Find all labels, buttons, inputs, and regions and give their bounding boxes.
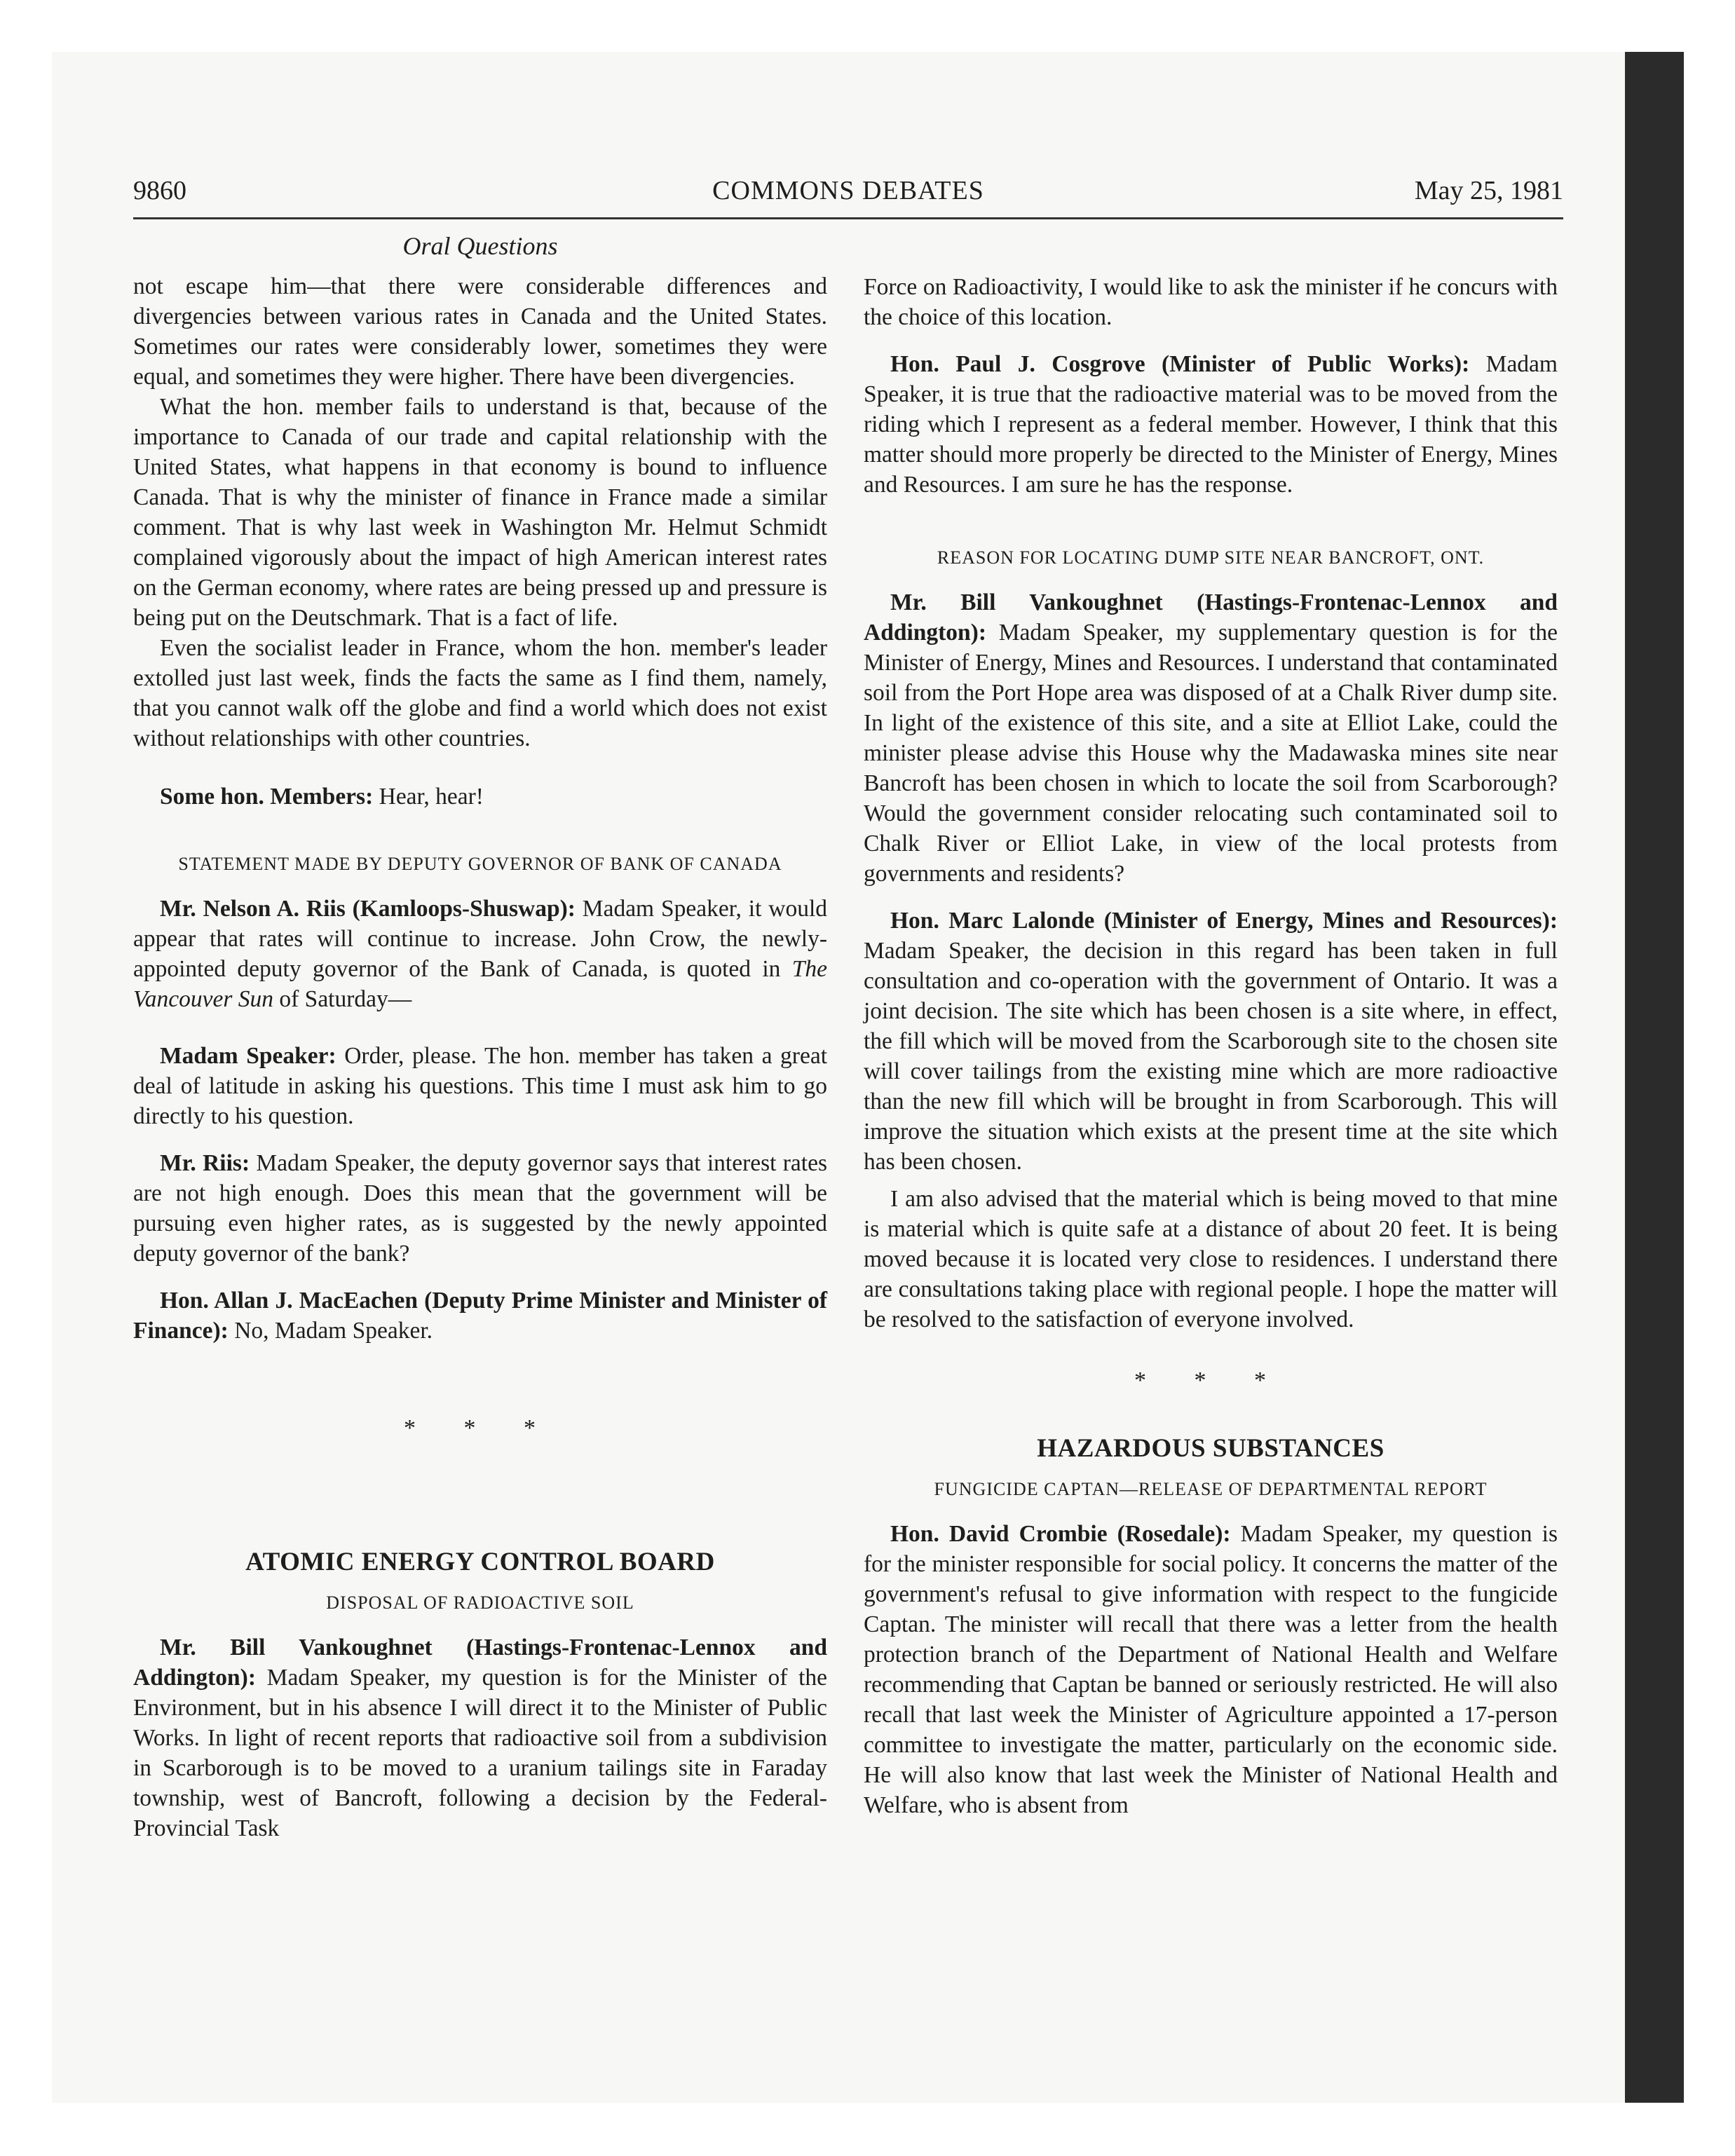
publication-title: COMMONS DEBATES bbox=[712, 176, 984, 205]
speech bbox=[133, 1632, 827, 1843]
newspaper-title: The Vancouver Sun bbox=[133, 956, 827, 1012]
speech-text: Madam Speaker, my question is for the Minister of the Environment, but in his absence I will direct it to the Minister of Public Works. In light of recent reports that radioactive soil from a subdivision in Scarborough is to be moved to a uranium tailings site in Faraday township, west of Bancroft, following a decision by the Federal-Provincial Task bbox=[133, 1665, 827, 1841]
speech bbox=[864, 587, 1558, 889]
speaker: Some hon. Members: bbox=[160, 784, 374, 810]
speech bbox=[864, 349, 1558, 500]
subheading: REASON FOR LOCATING DUMP SITE NEAR BANCROFT, ONT. bbox=[937, 547, 1485, 568]
speech bbox=[133, 1285, 827, 1346]
speech bbox=[133, 1148, 827, 1269]
paragraph: What the hon. member fails to understand is that, because of the importance to Canada of our trade and capital relationship with the United States, what happens in that economy is bound to influence Canada. That is why the minister of finance in France made a similar comment. That is why last week in Washington Mr. Helmut Schmidt complained vigorously about the impact of high American interest rates on the German economy, where rates are being pressed up and pressure is being put on the Deutschmark. That is a fact of life. bbox=[133, 394, 827, 631]
speaker: Mr. Nelson A. Riis (Kamloops-Shuswap): bbox=[160, 896, 576, 922]
speaker: Madam Speaker: bbox=[160, 1043, 336, 1069]
paragraph: Even the socialist leader in France, whom the hon. member's leader extolled just last week, finds the facts the same as I find them, namely, that you cannot walk off the globe and find a world which does not exist without relationships with other countries. bbox=[133, 635, 827, 751]
speech-text: Hear, hear! bbox=[373, 784, 484, 810]
speech-text: Madam Speaker, my question is for the minister responsible for social policy. It concerns the matter of the government's refusal to give information with respect to the fungicide Captan. The minister will recall that there was a letter from the health protection branch of the Department of National Health and Welfare recommending that Captan be banned or seriously restricted. He will also recall that last week the Minister of Agriculture appointed a 17-person committee to investigate the matter, particularly on the economic side. He will also know that last week the Minister of National Health and Welfare, who is absent from bbox=[864, 1521, 1558, 1818]
scan-edge-shadow bbox=[1625, 52, 1684, 2103]
speaker: Mr. Bill Vankoughnet (Hastings-Frontenac-Lennox and Addington): bbox=[864, 589, 1558, 646]
section-break: * * * bbox=[404, 1415, 557, 1441]
section-heading: HAZARDOUS SUBSTANCES bbox=[1037, 1434, 1384, 1463]
speaker: Mr. Bill Vankoughnet (Hastings-Frontenac-Lennox and Addington): bbox=[133, 1635, 827, 1691]
section-heading: ATOMIC ENERGY CONTROL BOARD bbox=[245, 1548, 715, 1576]
page-date: May 25, 1981 bbox=[1414, 176, 1563, 205]
subheading: STATEMENT MADE BY DEPUTY GOVERNOR OF BANK OF CANADA bbox=[178, 854, 782, 874]
speaker: Hon. David Crombie (Rosedale): bbox=[890, 1521, 1231, 1547]
speaker: Hon. Marc Lalonde (Minister of Energy, Mines and Resources): bbox=[890, 908, 1558, 934]
page-number: 9860 bbox=[133, 176, 186, 205]
right-column bbox=[864, 272, 1558, 1820]
paragraph: Force on Radioactivity, I would like to ask the minister if he concurs with the choice of this location. bbox=[864, 274, 1558, 330]
speaker: Hon. Paul J. Cosgrove (Minister of Public Works): bbox=[890, 351, 1470, 377]
speech-text: of Saturday— bbox=[273, 986, 412, 1012]
speech-text: Madam Speaker, it would appear that rates will continue to increase. John Crow, the newly-appointed deputy governor of the Bank of Canada, is quoted in bbox=[133, 896, 827, 982]
section-break: * * * bbox=[1134, 1367, 1287, 1393]
speech bbox=[864, 906, 1558, 1177]
speaker: Hon. Allan J. MacEachen (Deputy Prime Minister and Minister of Finance): bbox=[133, 1288, 827, 1344]
speech-text: Madam Speaker, it is true that the radioactive material was to be moved from the riding which I represent as a federal member. However, I think that this matter should more properly be directed to the Minister of Energy, Mines and Resources. I am sure he has the response. bbox=[864, 351, 1558, 498]
speech-text: Madam Speaker, the deputy governor says that interest rates are not high enough. Does this mean that the government will be pursuing even higher rates, as is suggested by the newly appointed deputy governor of the bank? bbox=[133, 1150, 827, 1267]
speech-text: Order, please. The hon. member has taken a great deal of latitude in asking his questions. This time I must ask him to go directly to his question. bbox=[133, 1043, 828, 1129]
page-header bbox=[133, 175, 1563, 219]
speech bbox=[133, 894, 827, 1014]
subheading: FUNGICIDE CAPTAN—RELEASE OF DEPARTMENTAL REPORT bbox=[934, 1479, 1488, 1499]
subheading: DISPOSAL OF RADIOACTIVE SOIL bbox=[326, 1592, 634, 1613]
speech-text: No, Madam Speaker. bbox=[228, 1318, 433, 1344]
running-head: Oral Questions bbox=[402, 232, 558, 260]
speech-text: Madam Speaker, my supplementary question is for the Minister of Energy, Mines and Resources. I understand that contaminated soil from the Port Hope area was disposed of at a Chalk River dump site. In light of the existence of this site, and a site at Elliot Lake, could the minister please advise this House why the Madawaska mines site near Bancroft has been chosen in which to locate the soil from Scarborough? Would the government consider relocating such contaminated soil to Chalk River or Elliot Lake, in view of the local protests from governments and residents? bbox=[864, 620, 1558, 887]
paragraph: I am also advised that the material which is being moved to that mine is material which is quite safe at a distance of about 20 feet. It is being moved because it is located very close to residences. I understand there are consultations taking place with regional people. I hope the matter will be resolved to the satisfaction of everyone involved. bbox=[864, 1186, 1558, 1332]
speech bbox=[864, 1519, 1558, 1820]
left-column bbox=[133, 231, 827, 1843]
speech bbox=[133, 782, 827, 812]
paragraph: not escape him—that there were considerable differences and divergencies between various rates in Canada and the United States. Sometimes our rates were considerably lower, sometimes they were equal, and sometimes they were higher. There have been divergencies. bbox=[133, 273, 827, 390]
speaker: Mr. Riis: bbox=[160, 1150, 250, 1176]
speech bbox=[133, 1041, 827, 1131]
speech-text: Madam Speaker, the decision in this regard has been taken in full consultation and co-operation with the government of Ontario. It was a joint decision. The site which has been chosen is a site where, in effect, the fill which will be moved from the Scarborough site to the chosen site will cover tailings from the existing mine which are more radioactive than the new fill which will be brought in from Scarborough. This will improve the situation which exists at the present time at the site which has been chosen. bbox=[864, 938, 1558, 1175]
